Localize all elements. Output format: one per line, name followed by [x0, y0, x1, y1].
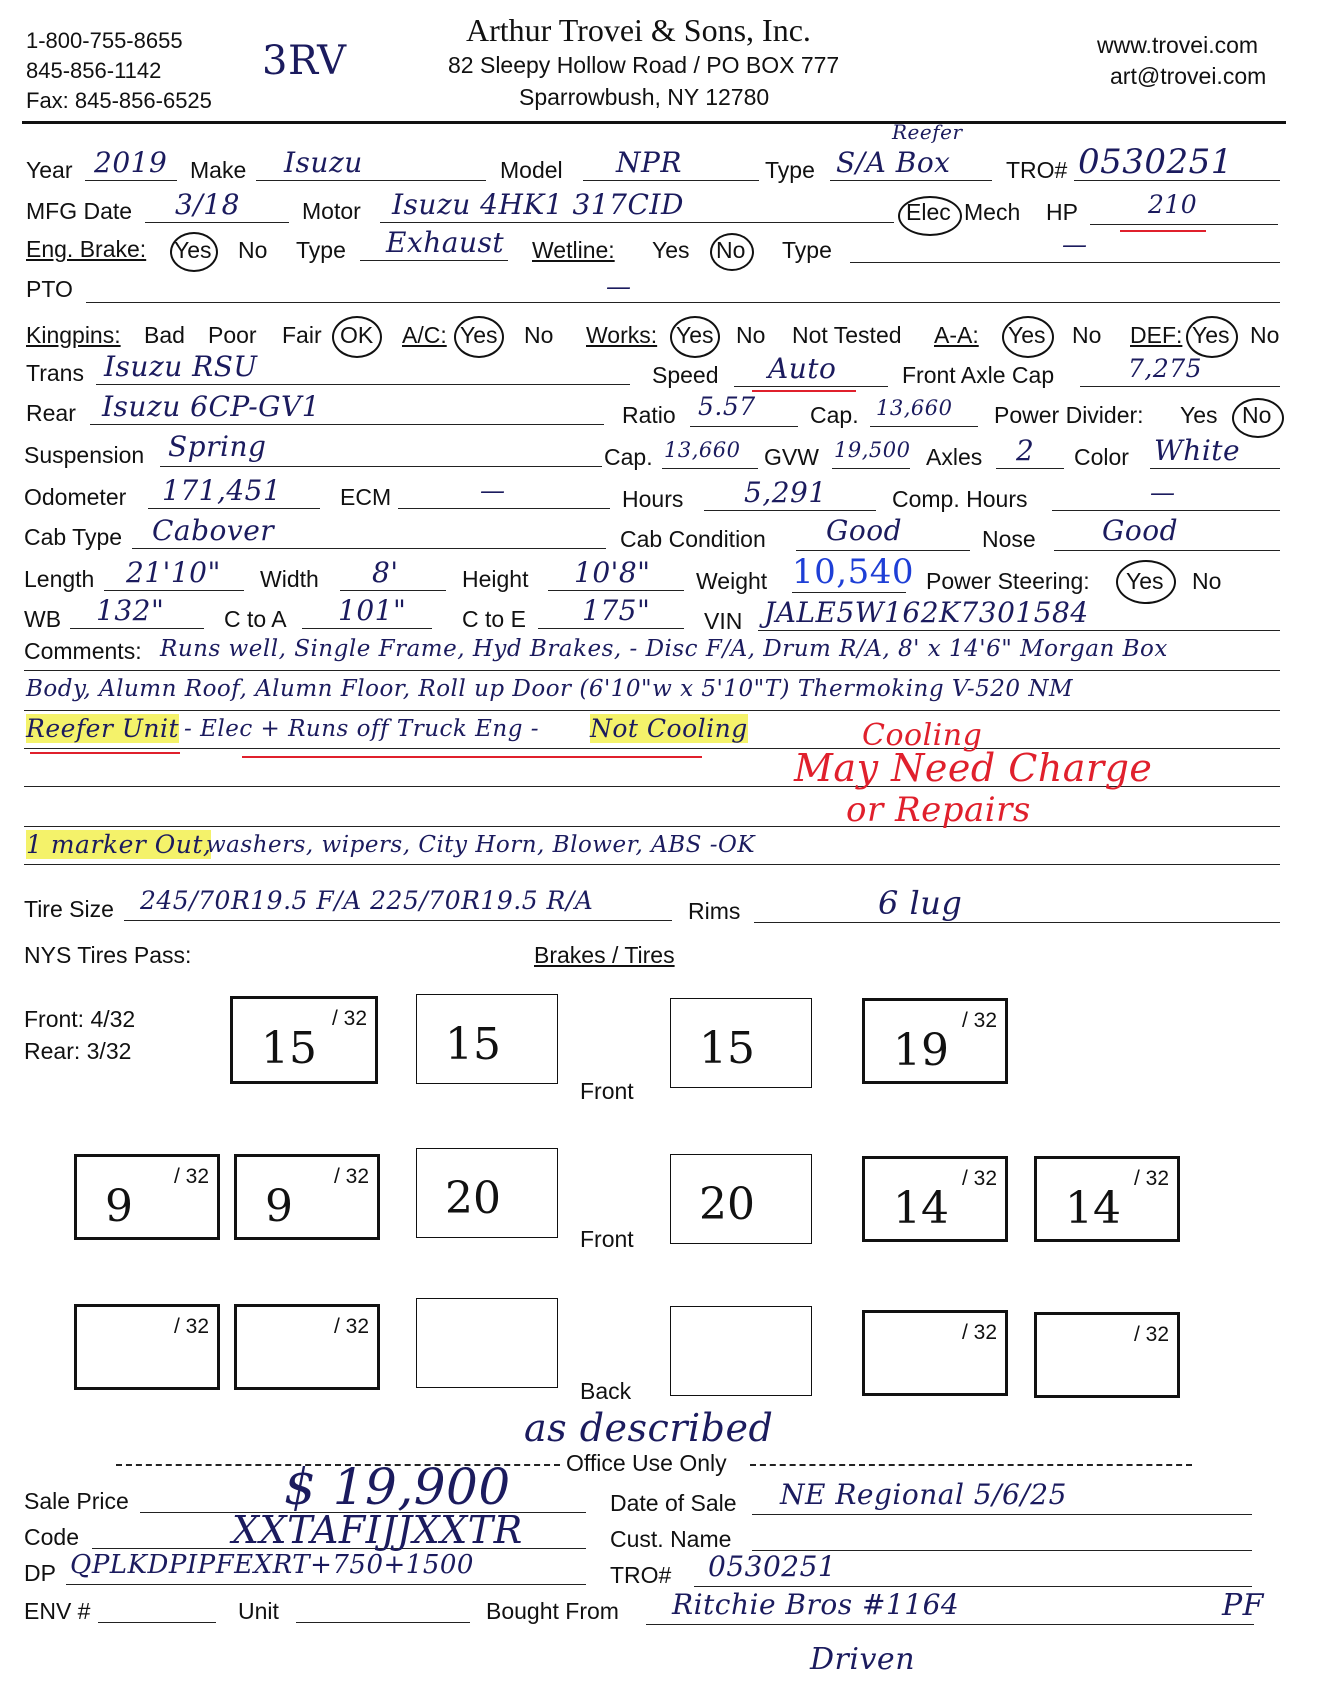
suspension-value: Spring: [168, 430, 267, 463]
aa-label: A-A:: [934, 322, 979, 348]
red-note-cooling: Cooling: [862, 718, 983, 753]
header-rule: [22, 121, 1286, 124]
year-label: Year: [26, 157, 73, 183]
wb-value: 132": [96, 594, 165, 627]
wetline-no: No: [716, 237, 746, 263]
bought-from-value: Ritchie Bros #1164: [672, 1588, 960, 1621]
gvw-label: GVW: [764, 444, 819, 470]
front-axle-cap-label: Front Axle Cap: [902, 362, 1055, 388]
hours-value: 5,291: [744, 476, 827, 509]
year-value: 2019: [94, 146, 168, 179]
phone-2: 845-856-1142: [26, 58, 162, 83]
kingpins-fair: Fair: [282, 322, 322, 348]
works-no: No: [736, 322, 766, 348]
type-value: S/A Box: [836, 146, 951, 179]
def-label: DEF:: [1130, 322, 1183, 348]
eng-brake-yes: Yes: [174, 237, 212, 263]
nose-value: Good: [1102, 514, 1179, 547]
tro-office-value: 0530251: [708, 1550, 837, 1583]
office-use-only: Office Use Only: [566, 1450, 727, 1476]
type-label: Type: [765, 157, 815, 183]
aa-yes: Yes: [1008, 322, 1046, 348]
brakes-tires-heading: Brakes / Tires: [534, 942, 675, 968]
rear-cap-value: 13,660: [876, 396, 953, 420]
aa-no: No: [1072, 322, 1102, 348]
as-described-note: as described: [524, 1406, 774, 1450]
tire-box[interactable]: / 32: [1034, 1312, 1180, 1398]
tire-box[interactable]: 14 / 32: [1034, 1156, 1180, 1242]
tire-box[interactable]: 9 / 32: [234, 1154, 380, 1240]
color-value: White: [1154, 434, 1241, 467]
type-note: Reefer: [892, 120, 963, 144]
phone-1: 1-800-755-8655: [26, 28, 183, 53]
hours-label: Hours: [622, 486, 684, 512]
trans-label: Trans: [26, 360, 84, 386]
suspension-label: Suspension: [24, 442, 145, 468]
hp-value: 210: [1148, 190, 1198, 219]
tire-box[interactable]: / 32: [74, 1304, 220, 1390]
make-value: Isuzu: [284, 146, 363, 179]
brake-box[interactable]: [670, 1306, 812, 1396]
rear-spec: Rear: 3/32: [24, 1038, 132, 1064]
vin-label: VIN: [704, 608, 743, 634]
ac-yes: Yes: [460, 322, 498, 348]
trans-value: Isuzu RSU: [104, 350, 258, 383]
date-of-sale-value: NE Regional 5/6/25: [780, 1478, 1067, 1511]
front-axle-label-1: Front: [580, 1078, 634, 1104]
eng-brake-type-label: Type: [296, 237, 346, 263]
susp-cap-value: 13,660: [664, 438, 741, 462]
cab-condition-value: Good: [826, 514, 903, 547]
comment-line-5b: washers, wipers, City Horn, Blower, ABS -OK: [206, 832, 756, 858]
handwritten-tag: 3RV: [262, 38, 347, 84]
ecm-value: —: [480, 476, 506, 505]
tro-label: TRO#: [1006, 157, 1068, 183]
code-value: XXTAFIJJXXTR: [232, 1508, 523, 1552]
comp-hours-label: Comp. Hours: [892, 486, 1028, 512]
cab-condition-label: Cab Condition: [620, 526, 766, 552]
company-name: Arthur Trovei & Sons, Inc.: [466, 12, 811, 48]
hp-label: HP: [1046, 199, 1078, 225]
brake-box[interactable]: 20: [670, 1154, 812, 1244]
motor-value: Isuzu 4HK1 317CID: [392, 188, 684, 221]
susp-cap-label: Cap.: [604, 444, 653, 470]
back-axle-label: Back: [580, 1378, 632, 1404]
tire-size-value: 245/70R19.5 F/A 225/70R19.5 R/A: [140, 886, 594, 915]
eng-brake-type-value: Exhaust: [386, 226, 505, 259]
front-spec: Front: 4/32: [24, 1006, 136, 1032]
c-to-e-value: 175": [582, 594, 651, 627]
color-label: Color: [1074, 444, 1129, 470]
length-label: Length: [24, 566, 95, 592]
pto-label: PTO: [26, 276, 73, 302]
rims-value: 6 lug: [878, 884, 963, 922]
weight-value: 10,540: [792, 552, 914, 592]
cab-type-value: Cabover: [152, 514, 275, 547]
def-yes: Yes: [1192, 322, 1230, 348]
code-label: Code: [24, 1524, 79, 1550]
wetline-type-value: —: [1062, 230, 1088, 259]
comments-label: Comments:: [24, 638, 142, 664]
brake-box[interactable]: 15: [670, 998, 812, 1088]
nys-tires-pass-label: NYS Tires Pass:: [24, 942, 192, 968]
cab-type-label: Cab Type: [24, 524, 123, 550]
rear-cap-label: Cap.: [810, 402, 859, 428]
fax: Fax: 845-856-6525: [26, 88, 212, 113]
mfg-date-label: MFG Date: [26, 198, 133, 224]
cust-name-label: Cust. Name: [610, 1526, 732, 1552]
comment-line-2: Body, Alumn Roof, Alumn Floor, Roll up Door (6'10"w x 5'10"T) Thermoking V-520 NM: [26, 676, 1074, 702]
tire-box[interactable]: 15 / 32: [230, 996, 378, 1084]
power-divider-no: No: [1242, 402, 1272, 428]
def-no: No: [1250, 322, 1280, 348]
ac-no: No: [524, 322, 554, 348]
works-not-tested: Not Tested: [792, 322, 902, 348]
address-line-1: 82 Sleepy Hollow Road / PO BOX 777: [448, 52, 840, 78]
red-note-repairs: or Repairs: [846, 790, 1031, 830]
website: www.trovei.com: [1097, 32, 1259, 58]
eng-brake-label: Eng. Brake:: [26, 236, 147, 262]
front-axle-label-2: Front: [580, 1226, 634, 1252]
kingpins-label: Kingpins:: [26, 322, 121, 348]
ac-label: A/C:: [402, 322, 447, 348]
tire-box[interactable]: / 32: [234, 1304, 380, 1390]
c-to-a-label: C to A: [224, 606, 287, 632]
c-to-e-label: C to E: [462, 606, 526, 632]
comment-line-1: Runs well, Single Frame, Hyd Brakes, - Disc F/A, Drum R/A, 8' x 14'6" Morgan Box: [160, 636, 1168, 662]
height-label: Height: [462, 566, 529, 592]
width-value: 8': [372, 556, 399, 589]
mech-option: Mech: [964, 199, 1021, 225]
red-note-may-need: May Need Charge: [794, 746, 1153, 790]
unit-label: Unit: [238, 1598, 279, 1624]
gvw-value: 19,500: [834, 438, 911, 462]
length-value: 21'10": [126, 556, 221, 589]
wb-label: WB: [24, 606, 62, 632]
power-divider-label: Power Divider:: [994, 402, 1144, 428]
dp-label: DP: [24, 1560, 56, 1586]
comment-line-5a: 1 marker Out,: [26, 830, 212, 859]
tire-box[interactable]: 19 / 32: [862, 998, 1008, 1084]
weight-label: Weight: [696, 568, 768, 594]
ratio-label: Ratio: [622, 402, 676, 428]
axles-value: 2: [1016, 434, 1035, 467]
height-value: 10'8": [574, 556, 651, 589]
tire-box[interactable]: 9 / 32: [74, 1154, 220, 1240]
works-yes: Yes: [676, 322, 714, 348]
motor-label: Motor: [302, 198, 361, 224]
ecm-label: ECM: [340, 484, 392, 510]
power-steering-no: No: [1192, 568, 1222, 594]
ratio-value: 5.57: [698, 392, 756, 421]
address-line-2: Sparrowbush, NY 12780: [519, 84, 770, 110]
bought-from-label: Bought From: [486, 1598, 619, 1624]
mfg-date-value: 3/18: [175, 188, 240, 221]
comment-line-3a: Reefer Unit: [26, 714, 180, 743]
model-label: Model: [500, 157, 563, 183]
model-value: NPR: [616, 146, 682, 179]
tro-office-label: TRO#: [610, 1562, 672, 1588]
rear-label: Rear: [26, 400, 76, 426]
rear-value: Isuzu 6CP-GV1: [102, 390, 321, 423]
odometer-value: 171,451: [162, 474, 282, 507]
tire-box[interactable]: 14 / 32: [862, 1156, 1008, 1242]
brake-box[interactable]: 15: [416, 994, 558, 1084]
driven-note: Driven: [810, 1642, 916, 1677]
tire-box[interactable]: / 32: [862, 1310, 1008, 1396]
axles-label: Axles: [926, 444, 983, 470]
sale-price-label: Sale Price: [24, 1488, 129, 1514]
odometer-label: Odometer: [24, 484, 127, 510]
pto-value: —: [606, 272, 632, 301]
env-label: ENV #: [24, 1598, 91, 1624]
power-steering-yes: Yes: [1126, 568, 1164, 594]
kingpins-ok: OK: [340, 322, 374, 348]
brake-box[interactable]: 20: [416, 1148, 558, 1238]
date-of-sale-label: Date of Sale: [610, 1490, 737, 1516]
brake-box[interactable]: [416, 1298, 558, 1388]
kingpins-bad: Bad: [144, 322, 185, 348]
comp-hours-value: —: [1150, 478, 1176, 507]
tro-value: 0530251: [1078, 142, 1233, 182]
make-label: Make: [190, 157, 247, 183]
nose-label: Nose: [982, 526, 1036, 552]
speed-value: Auto: [768, 352, 837, 385]
elec-option: Elec: [906, 199, 951, 225]
eng-brake-no: No: [238, 237, 268, 263]
kingpins-poor: Poor: [208, 322, 257, 348]
initials: PF: [1222, 1588, 1265, 1623]
width-label: Width: [260, 566, 319, 592]
email: art@trovei.com: [1110, 63, 1267, 89]
power-divider-yes: Yes: [1180, 402, 1218, 428]
c-to-a-value: 101": [338, 594, 407, 627]
power-steering-label: Power Steering:: [926, 568, 1090, 594]
comment-line-3b: - Elec + Runs off Truck Eng -: [184, 716, 540, 742]
works-label: Works:: [586, 322, 658, 348]
wetline-yes: Yes: [652, 237, 690, 263]
tire-size-label: Tire Size: [24, 896, 114, 922]
rims-label: Rims: [688, 898, 741, 924]
wetline-label: Wetline:: [532, 237, 615, 263]
vin-value: JALE5W162K7301584: [764, 596, 1089, 629]
sale-price-value: $ 19,900: [284, 1458, 511, 1516]
dp-value: QPLKDPIPFEXRT+750+1500: [70, 1550, 474, 1580]
speed-label: Speed: [652, 362, 719, 388]
comment-line-3c: Not Cooling: [590, 714, 748, 743]
wetline-type-label: Type: [782, 237, 832, 263]
front-axle-cap-value: 7,275: [1128, 354, 1203, 383]
